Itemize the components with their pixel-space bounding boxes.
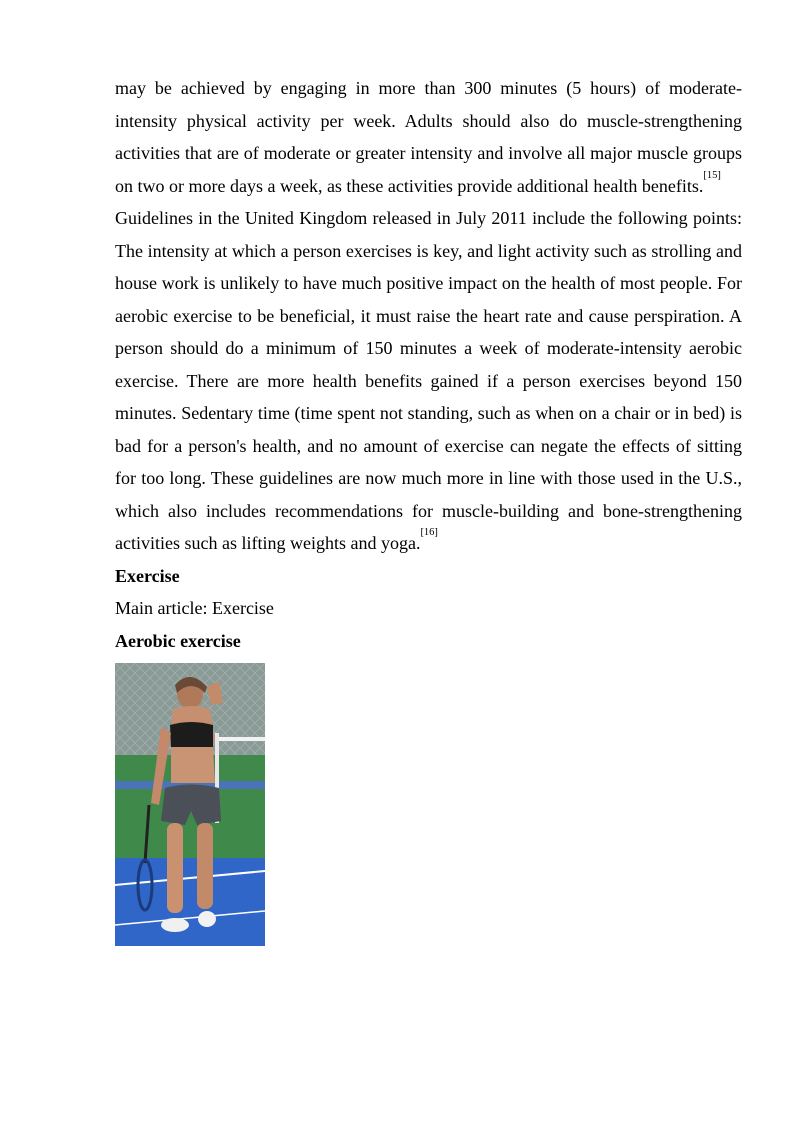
- tennis-player-photo: [115, 663, 265, 946]
- main-article-note: Main article: Exercise: [115, 598, 274, 618]
- reference-link[interactable]: [15]: [703, 169, 721, 181]
- subsection-heading-aerobic: Aerobic exercise: [115, 630, 241, 651]
- paragraph-uk-guidelines: [115, 202, 742, 560]
- section-heading-exercise: Exercise: [115, 565, 180, 586]
- paragraph-text: Guidelines in the United Kingdom released in July 2011 include the following points: The intensity at which a person exercises is key, and light activity such as strolling and house work is unlikely to have much positive impact on the health of most people. For aerobic exercise to be beneficial, it must raise the heart rate and cause perspiration. A person should do a minimum of 150 minutes a week of moderate-intensity aerobic exercise. There are more health benefits gained if a person exercises beyond 150 minutes. Sedentary time (time spent not standing, such as when on a chair or in bed) is bad for a person's health, and no amount of exercise can negate the effects of sitting for too long. These guidelines are now much more in line with those used in the U.S., which also includes recommendations for muscle-building and bone-strengthening activities such as lifting weights and yoga.: [115, 208, 742, 553]
- reference-link[interactable]: [16]: [420, 527, 438, 538]
- paragraph-activity-guidelines: [115, 72, 742, 202]
- page-content: [115, 72, 742, 946]
- paragraph-text: may be achieved by engaging in more than 300 minutes (5 hours) of moderate-intensity physical activity per week. Adults should also do muscle-strengthening activities that are of moderate or greater intensity and involve all major muscle groups on two or more days a week, as these activities provide additional health benefits.: [115, 78, 742, 196]
